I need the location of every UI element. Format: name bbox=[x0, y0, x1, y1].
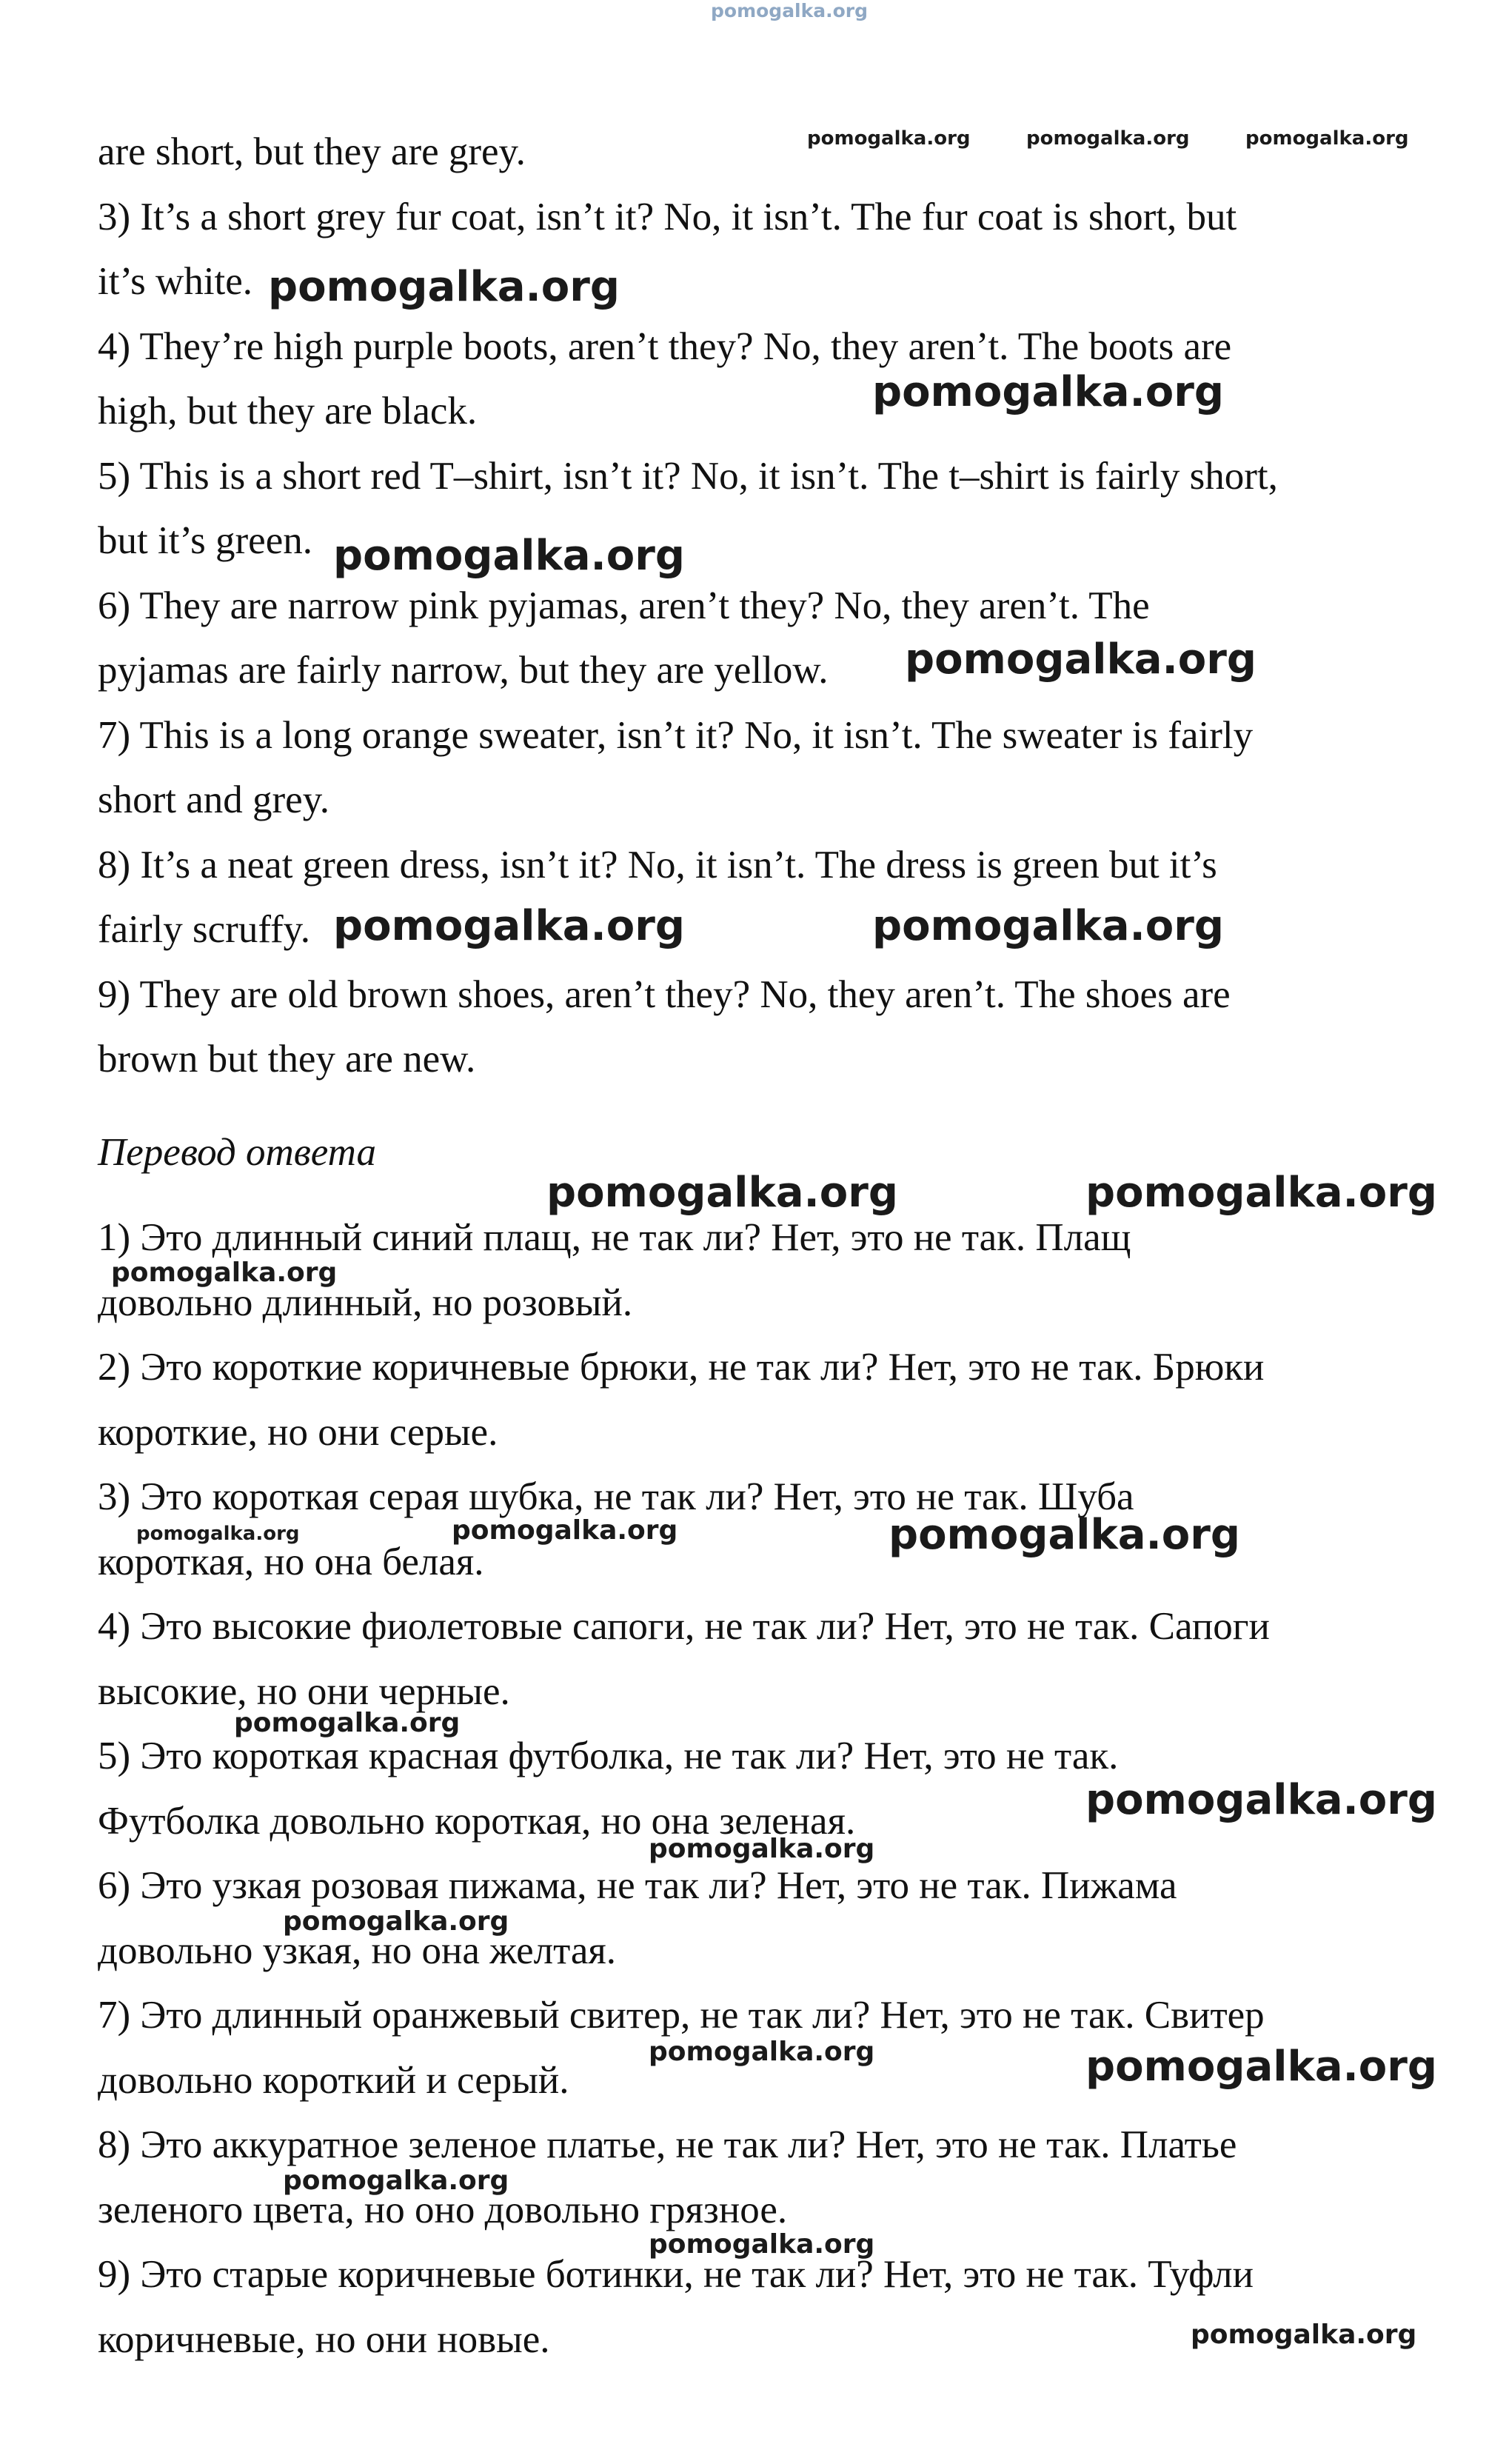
text-line: 4) They’re high purple boots, aren’t they? No, they aren’t. The boots are bbox=[98, 324, 1232, 368]
text-line: 4) Это высокие фиолетовые сапоги, не так ли? Нет, это не так. Сапоги bbox=[98, 1605, 1270, 1648]
text-line: are short, but they are grey. bbox=[98, 130, 526, 173]
text-line: brown but they are new. bbox=[98, 1038, 476, 1081]
text-line: 8) It’s a neat green dress, isn’t it? No, it isn’t. The dress is green but it’s bbox=[98, 843, 1217, 887]
document-text bbox=[98, 120, 1431, 2372]
text-line: 6) Это узкая розовая пижама, не так ли? Нет, это не так. Пижама bbox=[98, 1864, 1177, 1907]
text-line: короткая, но она белая. bbox=[98, 1540, 484, 1583]
watermark: pomogalka.org bbox=[546, 1169, 898, 1217]
watermark: pomogalka.org bbox=[234, 1708, 461, 1738]
text-line: короткие, но они серые. bbox=[98, 1410, 498, 1454]
watermark: pomogalka.org bbox=[1245, 127, 1409, 150]
text-line: 7) Это длинный оранжевый свитер, не так ли? Нет, это не так. Свитер bbox=[98, 1994, 1265, 2037]
text-line: довольно короткий и серый. bbox=[98, 2058, 569, 2102]
text-line: зеленого цвета, но оно довольно грязное. bbox=[98, 2188, 788, 2231]
text-line: 5) Это короткая красная футболка, не так ли? Нет, это не так. bbox=[98, 1735, 1119, 1777]
watermark: pomogalka.org bbox=[111, 1258, 338, 1288]
watermark: pomogalka.org bbox=[268, 263, 620, 311]
text-line: it’s white. bbox=[98, 260, 253, 303]
text-line: 6) They are narrow pink pyjamas, aren’t they? No, they aren’t. The bbox=[98, 584, 1150, 627]
watermark: pomogalka.org bbox=[649, 2229, 875, 2260]
text-line: довольно длинный, но розовый. bbox=[98, 1281, 633, 1324]
text-line: довольно узкая, но она желтая. bbox=[98, 1929, 617, 1972]
watermark: pomogalka.org bbox=[1085, 2043, 1437, 2091]
watermark: pomogalka.org bbox=[1085, 1776, 1437, 1824]
text-line: 7) This is a long orange sweater, isn’t it? No, it isn’t. The sweater is fairly bbox=[98, 713, 1254, 757]
text-line: высокие, но они черные. bbox=[98, 1669, 510, 1713]
watermark: pomogalka.org bbox=[283, 1906, 509, 1937]
text-line: short and grey. bbox=[98, 778, 330, 821]
text-line: 9) They are old brown shoes, aren’t they? No, they aren’t. The shoes are bbox=[98, 972, 1231, 1016]
watermark: pomogalka.org bbox=[649, 2037, 875, 2067]
watermark: pomogalka.org bbox=[905, 635, 1257, 684]
watermark: pomogalka.org bbox=[333, 902, 685, 950]
text-line: 2) Это короткие коричневые брюки, не так ли? Нет, это не так. Брюки bbox=[98, 1346, 1265, 1389]
watermark: pomogalka.org bbox=[283, 2166, 509, 2196]
watermark: pomogalka.org bbox=[452, 1515, 678, 1546]
text-line: but it’s green. bbox=[98, 519, 312, 562]
text-line: fairly scruffy. bbox=[98, 908, 310, 951]
watermark: pomogalka.org bbox=[1191, 2320, 1417, 2350]
watermark: pomogalka.org bbox=[333, 532, 685, 580]
text-line: pyjamas are fairly narrow, but they are yellow. bbox=[98, 649, 829, 692]
text-line: 9) Это старые коричневые ботинки, не так ли? Нет, это не так. Туфли bbox=[98, 2253, 1254, 2296]
watermark: pomogalka.org bbox=[872, 368, 1224, 416]
watermark: pomogalka.org bbox=[889, 1511, 1240, 1559]
text-line: 1) Это длинный синий плащ, не так ли? Нет, это не так. Плащ bbox=[98, 1216, 1131, 1259]
text-line: Футболка довольно короткая, но она зеленая. bbox=[98, 1799, 856, 1843]
watermark: pomogalka.org bbox=[649, 1834, 875, 1864]
watermark: pomogalka.org bbox=[136, 1523, 300, 1545]
text-line: high, but they are black. bbox=[98, 390, 478, 433]
text-line: коричневые, но они новые. bbox=[98, 2317, 550, 2361]
watermark: pomogalka.org bbox=[807, 127, 971, 150]
watermark: pomogalka.org bbox=[1085, 1169, 1437, 1217]
watermark: pomogalka.org bbox=[711, 0, 869, 21]
translation-heading: Перевод ответа bbox=[98, 1130, 377, 1174]
text-line: 3) Это короткая серая шубка, не так ли? Нет, это не так. Шуба bbox=[98, 1475, 1134, 1518]
text-line: 3) It’s a short grey fur coat, isn’t it? No, it isn’t. The fur coat is short, but bbox=[98, 195, 1237, 238]
text-line: 8) Это аккуратное зеленое платье, не так ли? Нет, это не так. Платье bbox=[98, 2123, 1237, 2166]
text-line: 5) This is a short red T–shirt, isn’t it? No, it isn’t. The t–shirt is fairly short, bbox=[98, 454, 1278, 498]
watermark: pomogalka.org bbox=[872, 902, 1224, 950]
watermark: pomogalka.org bbox=[1026, 127, 1190, 150]
